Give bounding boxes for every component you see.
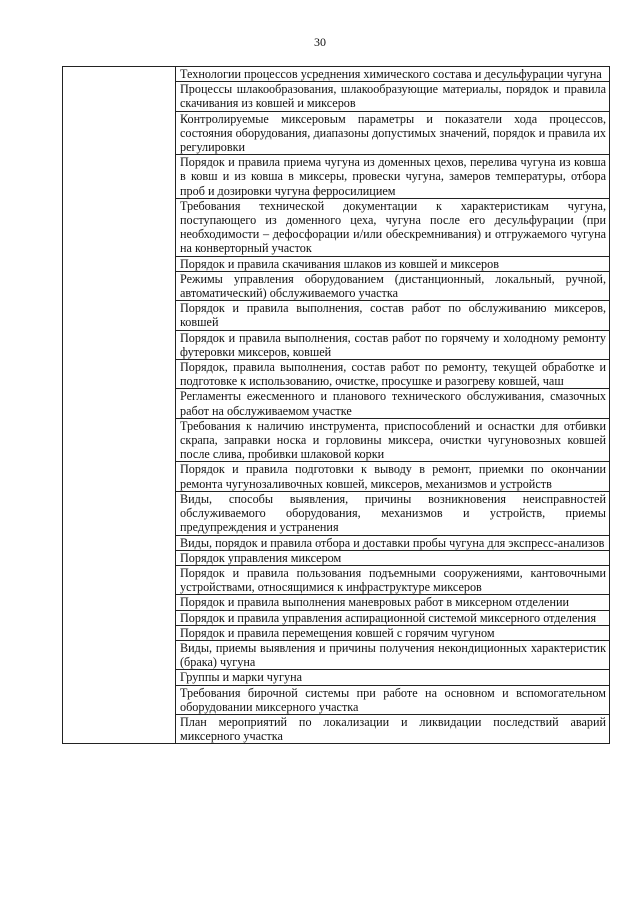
table-cell: Виды, приемы выявления и причины получения некондиционных характеристик (брака) чугуна <box>176 640 610 669</box>
table-cell: Порядок и правила управления аспирационной системой миксерного отделения <box>176 610 610 625</box>
table-cell: Требования технической документации к характеристикам чугуна, поступающего из доменного цеха, чугуна после его десульфурации (при необходимости – дефосфорации и/или обескремнивания) и отгружаемого чугуна на конверторный участок <box>176 198 610 256</box>
table-cell: Требования бирочной системы при работе на основном и вспомогательном оборудовании миксерного участка <box>176 685 610 714</box>
table-cell: Виды, способы выявления, причины возникновения неисправностей обслуживаемого оборудования, механизмов и устройств, приемы предупреждения и устранения <box>176 491 610 535</box>
row-header-cell <box>63 67 176 744</box>
table-cell: Порядок и правила перемещения ковшей с горячим чугуном <box>176 625 610 640</box>
table-cell: План мероприятий по локализации и ликвидации последствий аварий миксерного участка <box>176 714 610 743</box>
table-cell: Режимы управления оборудованием (дистанционный, локальный, ручной, автоматический) обслуживаемого участка <box>176 271 610 300</box>
table-cell: Требования к наличию инструмента, приспособлений и оснастки для отбивки скрапа, заправки носка и горловины миксера, очистки чугуновозных ковшей после слива, пробивки шлаковой корки <box>176 418 610 462</box>
table-cell: Порядок и правила пользования подъемными сооружениями, кантовочными устройствами, относящимися к инфраструктуре миксеров <box>176 565 610 594</box>
table-row <box>63 67 610 82</box>
table-cell: Технологии процессов усреднения химического состава и десульфурации чугуна <box>176 67 610 82</box>
table-cell: Контролируемые миксеровым параметры и показатели хода процессов, состояния оборудования, диапазоны допустимых значений, порядок и правила их регулировки <box>176 111 610 155</box>
table-cell: Порядок и правила скачивания шлаков из ковшей и миксеров <box>176 256 610 271</box>
table-cell: Регламенты ежесменного и планового технического обслуживания, смазочных работ на обслуживаемом участке <box>176 389 610 418</box>
table-cell: Порядок и правила выполнения, состав работ по обслуживанию миксеров, ковшей <box>176 301 610 330</box>
table-cell: Порядок и правила выполнения маневровых работ в миксерном отделении <box>176 595 610 610</box>
knowledge-requirements-table <box>62 66 610 744</box>
table-cell: Группы и марки чугуна <box>176 670 610 685</box>
table-cell: Процессы шлакообразования, шлакообразующие материалы, порядок и правила скачивания из ковшей и миксеров <box>176 82 610 111</box>
table-cell: Порядок и правила приема чугуна из доменных цехов, перелива чугуна из ковша в ковш и из ковша в миксеры, провески чугуна, замеров температуры, отбора проб и дозировки чугуна ферросилицием <box>176 155 610 199</box>
table-cell: Порядок управления миксером <box>176 550 610 565</box>
table-cell: Порядок и правила подготовки к выводу в ремонт, приемки по окончании ремонта чугунозаливочных ковшей, миксеров, механизмов и устройств <box>176 462 610 491</box>
table-cell: Порядок и правила выполнения, состав работ по горячему и холодному ремонту футеровки миксеров, ковшей <box>176 330 610 359</box>
page-number: 30 <box>314 35 326 49</box>
table-cell: Порядок, правила выполнения, состав работ по ремонту, текущей обработке и подготовке к использованию, очистке, просушке и разогреву ковшей, чаш <box>176 360 610 389</box>
table-cell: Виды, порядок и правила отбора и доставки пробы чугуна для экспресс-анализов <box>176 535 610 550</box>
